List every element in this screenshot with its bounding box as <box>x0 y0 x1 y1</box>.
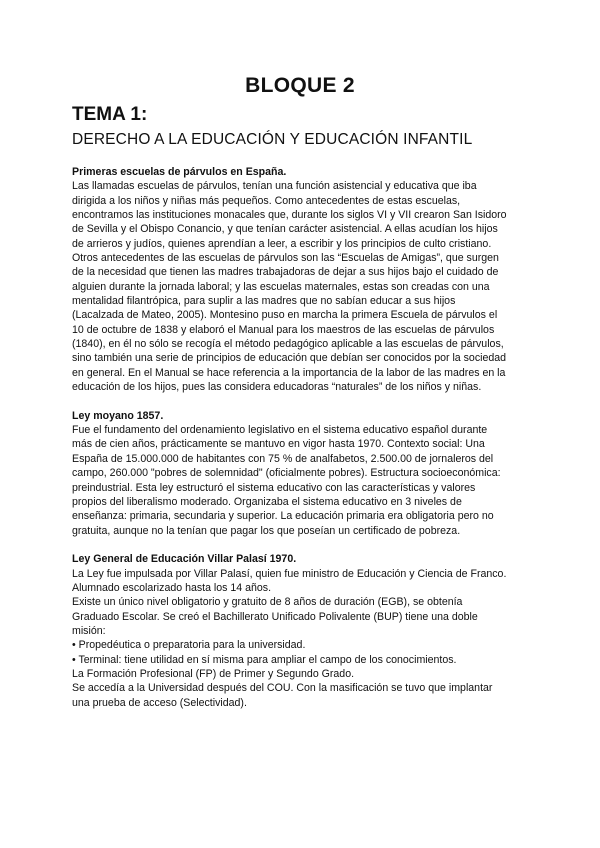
text-line: dirigida a los niños y niñas más pequeños. Como antecedentes de estas escuelas, <box>72 194 461 207</box>
text-line: de arrieros y judíos, quienes aprendían a leer, a escribir y los principios de culto cristiano. <box>72 237 492 250</box>
text-line: preindustrial. Esta ley estructuró el sistema educativo con las características y valores <box>72 481 476 494</box>
topic-subtitle: DERECHO A LA EDUCACIÓN Y EDUCACIÓN INFANTIL <box>72 131 473 148</box>
text-line: una prueba de acceso (Selectividad). <box>72 696 247 709</box>
text-line: (1840), en él no sólo se recogía el método pedagógico aplicable a las escuelas de párvulos, <box>72 338 504 351</box>
text-line: Existe un único nivel obligatorio y gratuito de 8 años de duración (EGB), se obtenía <box>72 596 463 609</box>
text-line: alguien durante la jornada laboral; y las escuelas maternales, estas son creadas con una <box>72 280 490 293</box>
text-line: más de cien años, prácticamente se mantuvo en vigor hasta 1970. Contexto social: Una <box>72 438 485 451</box>
text-line: educación de los hijos, pues las considera educadoras “naturales” de los niños y niñas. <box>72 381 482 394</box>
text-line: enseñanza: primaria, secundaria y superior. La educación primaria era obligatoria pero no <box>72 510 494 523</box>
text-line: propios del liberalismo moderado. Organizaba el sistema educativo en 3 niveles de <box>72 495 462 508</box>
section <box>72 552 532 710</box>
topic-title: TEMA 1: <box>72 104 148 125</box>
text-line: Fue el fundamento del ordenamiento legislativo en el sistema educativo español durante <box>72 424 488 437</box>
text-line: Graduado Escolar. Se creó el Bachillerato Unificado Polivalente (BUP) tiene una doble <box>72 610 478 623</box>
text-line: mentalidad filantrópica, para suplir a las madres que no sabían educar a sus hijos <box>72 295 456 308</box>
block-title: BLOQUE 2 <box>245 74 355 97</box>
text-line: sino también una serie de principios de educación que debían ser conocidos por la sociedad <box>72 352 507 365</box>
text-line: Otros antecedentes de las escuelas de párvulos son las “Escuelas de Amigas”, que surgen <box>72 252 499 265</box>
text-line: campo, 260.000 "pobres de solemnidad" (oficialmente pobres). Estructura socioeconómica: <box>72 467 501 480</box>
text-line: España de 15.000.000 de habitantes con 75 % de analfabetos, 2.500.00 de jornaleros del <box>72 452 494 465</box>
text-line: Se accedía a la Universidad después del COU. Con la masificación se tuvo que implantar <box>72 682 493 695</box>
text-line: 10 de octubre de 1838 y elaboró el Manual para los maestros de las escuelas de párvulos <box>72 323 495 336</box>
section-paragraph <box>72 423 532 538</box>
text-line: gratuita, aunque no la tenían que pagar los que poseían un certificado de pobreza. <box>72 524 461 537</box>
section-heading: Ley moyano 1857. <box>72 409 164 422</box>
section-heading: Ley General de Educación Villar Palasí 1970. <box>72 553 297 566</box>
text-line: Alumnado escolarizado hasta los 14 años. <box>72 581 272 594</box>
text-line: en general. En el Manual se hace referencia a la importancia de la labor de las madres en la <box>72 366 506 379</box>
section <box>72 165 532 395</box>
text-line: de Sevilla y el Obispo Conancio, y que tenían carácter asistencial. A ellas acudían los hijos <box>72 223 498 236</box>
text-line: La Ley fue impulsada por Villar Palasí, quien fue ministro de Educación y Ciencia de Franco. <box>72 567 507 580</box>
section-heading: Primeras escuelas de párvulos en España. <box>72 166 287 178</box>
document-body <box>72 165 532 724</box>
section-paragraph <box>72 567 532 710</box>
text-line: La Formación Profesional (FP) de Primer y Segundo Grado. <box>72 667 355 680</box>
text-line: misión: <box>72 624 106 637</box>
text-line: • Propedéutica o preparatoria para la universidad. <box>72 639 306 652</box>
text-line: • Terminal: tiene utilidad en sí misma para ampliar el campo de los conocimientos. <box>72 653 457 666</box>
text-line: (Lacalzada de Mateo, 2005). Montesino puso en marcha la primera Escuela de párvulos el <box>72 309 498 322</box>
section <box>72 409 532 538</box>
text-line: encontramos las instituciones monacales que, durante los siglos VI y VII crearon San Isidoro <box>72 209 507 222</box>
text-line: Las llamadas escuelas de párvulos, tenían una función asistencial y educativa que iba <box>72 180 477 193</box>
section-paragraph <box>72 179 532 394</box>
text-line: de la necesidad que tienen las madres trabajadoras de dejar a sus hijos bajo el cuidado de <box>72 266 499 279</box>
